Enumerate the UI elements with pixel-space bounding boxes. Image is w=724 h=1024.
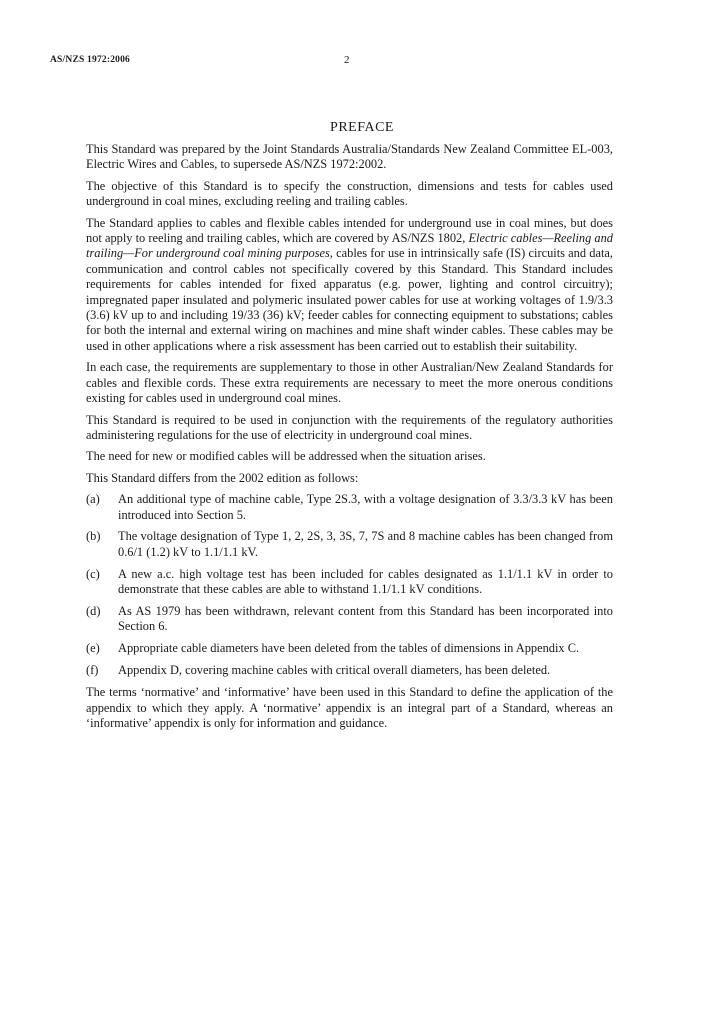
page-number: 2 <box>344 54 350 66</box>
list-item-label: (d) <box>86 604 101 619</box>
list-item-text: Appropriate cable diameters have been deleted from the tables of dimensions in Appendix C. <box>118 641 580 656</box>
list-item <box>86 663 613 678</box>
list-item-text: As AS 1979 has been withdrawn, relevant content from this Standard has been incorporated into Section 6. <box>118 604 613 634</box>
page-title: PREFACE <box>330 120 394 135</box>
paragraph-committee: This Standard was prepared by the Joint Standards Australia/Standards New Zealand Committee EL-003, Electric Wires and Cables, to supersede AS/NZS 1972:2002. <box>86 142 613 172</box>
list-item <box>86 492 613 523</box>
document-body <box>86 142 613 737</box>
paragraph-objective: The objective of this Standard is to specify the construction, dimensions and tests for cables used underground in coal mines, excluding reeling and trailing cables. <box>86 178 613 209</box>
list-item-label: (f) <box>86 663 99 678</box>
list-item <box>86 641 613 656</box>
standard-id: AS/NZS 1972:2006 <box>50 55 131 65</box>
list-item <box>86 567 613 598</box>
list-item-label: (a) <box>86 492 100 507</box>
list-item-label: (e) <box>86 641 100 656</box>
list-item <box>86 529 613 560</box>
scope-text-start: The Standard applies to cables and flexible cables intended for underground use in coal mines, but does not apply to reeling and trailing cables, which are covered by AS/NZS 1802, <box>86 215 613 246</box>
list-item <box>86 604 613 635</box>
list-item-label: (c) <box>86 566 100 581</box>
paragraph-supplementary: In each case, the requirements are supplementary to those in other Australian/New Zealand Standards for cables and flexible cords. These extra requirements are necessary to meet the more onerous conditions existing for cables used in underground coal mines. <box>86 360 613 406</box>
paragraph-normative-informative: The terms ‘normative’ and ‘informative’ have been used in this Standard to define the application of the appendix to which they apply. A ‘normative’ appendix is an integral part of a Standard, whereas an ‘informative’ appendix is only for information and guidance. <box>86 685 613 730</box>
referenced-standard-title: Electric cables—Reeling and trailing—For underground coal mining purposes <box>86 231 614 261</box>
list-item-label: (b) <box>86 529 101 544</box>
paragraph-regulatory: This Standard is required to be used in conjunction with the requirements of the regulatory authorities administering regulations for the use of electricity in underground coal mines. <box>86 412 613 442</box>
paragraph-new-cables: The need for new or modified cables will be addressed when the situation arises. <box>86 449 486 464</box>
list-item-text: The voltage designation of Type 1, 2, 2S, 3, 3S, 7, 7S and 8 machine cables has been changed from 0.6/1 (1.2) kV to 1.1/1.1 kV. <box>118 529 613 559</box>
paragraph-differences-intro: This Standard differs from the 2002 edition as follows: <box>86 470 359 485</box>
list-item-text: Appendix D, covering machine cables with critical overall diameters, has been deleted. <box>118 663 551 678</box>
list-item-text: An additional type of machine cable, Type 2S.3, with a voltage designation of 3.3/3.3 kV has been introduced into Section 5. <box>118 492 613 522</box>
scope-text-end: , cables for use in intrinsically safe (IS) circuits and data, communication and control cables not specifically covered by this Standard. This Standard includes requirements for cables intended for fixed apparatus (e.g. power, lighting and control circuitry); impregnated paper insulated and polymeric insulated power cables for use at working voltages of 1.9/3.3 (3.6) kV up to and including 19/33 (36) kV; feeder cables for connecting equipment to substations; cables for both the internal and external wiring on machines and mine shaft winder cables. These cables may be used in other applications where a risk assessment has been carried out to establish their suitability. <box>86 246 613 353</box>
paragraph-scope <box>86 216 613 355</box>
list-item-text: A new a.c. high voltage test has been included for cables designated as 1.1/1.1 kV in order to demonstrate that these cables are able to withstand 1.1/1.1 kV conditions. <box>118 566 613 597</box>
changes-list <box>86 492 613 679</box>
